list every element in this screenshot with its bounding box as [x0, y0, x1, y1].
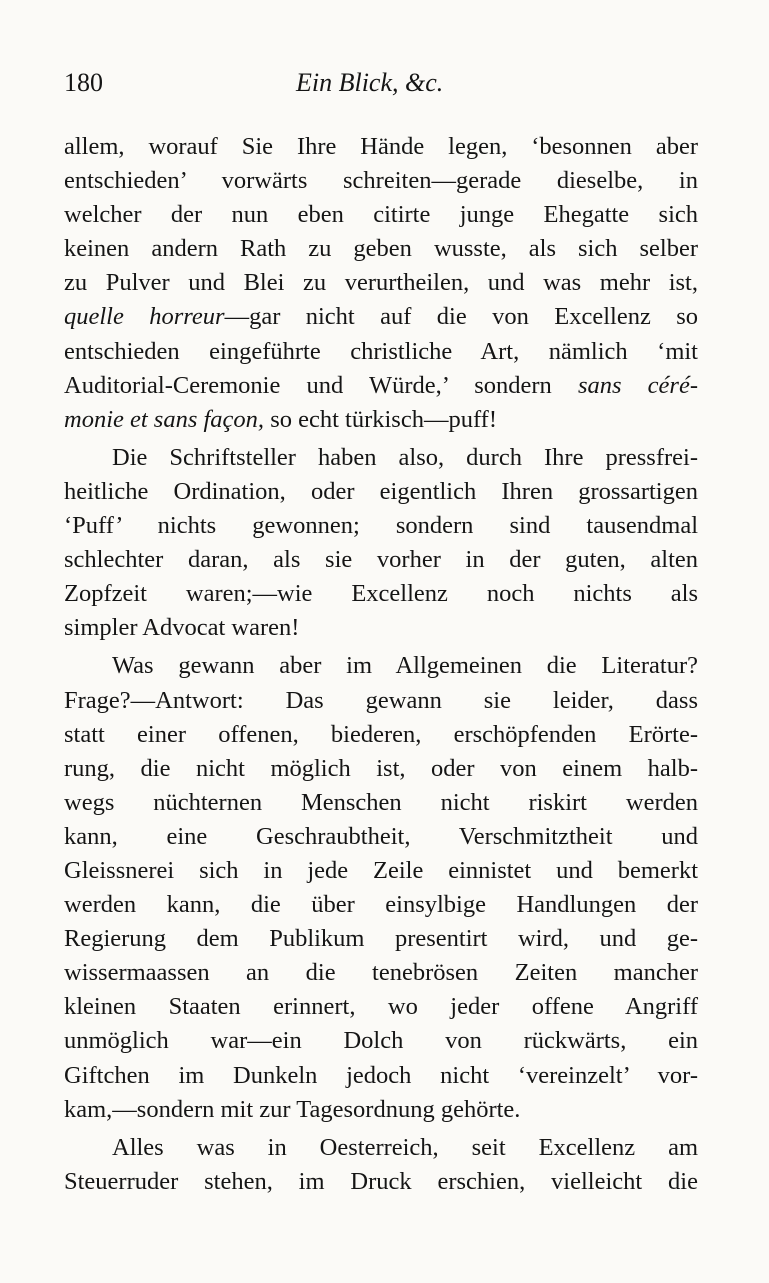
text-line: Frage?—Antwort: Das gewann sie leider, dass — [64, 686, 698, 714]
text-line: unmöglich war—ein Dolch von rückwärts, ein — [64, 1027, 698, 1055]
body-text — [64, 130, 698, 1199]
text-line: Auditorial-Ceremonie und Würde,’ sondern sans céré- — [64, 371, 698, 399]
page-header — [64, 68, 698, 108]
text-line: Regierung dem Publikum presentirt wird, und ge- — [64, 925, 698, 953]
text-line: allem, worauf Sie Ihre Hände legen, ‘besonnen aber — [64, 133, 698, 160]
text-line: statt einer offenen, biederen, erschöpfenden Erörte- — [64, 720, 698, 748]
running-title: Ein Blick, &c. — [296, 68, 444, 97]
text-line: simpler Advocat waren! — [64, 614, 300, 642]
paragraph-start-line: Die Schriftsteller haben also, durch Ihre pressfrei- — [112, 443, 698, 471]
text-line: werden kann, die über einsylbige Handlungen der — [64, 891, 698, 919]
text-line: quelle horreur—gar nicht auf die von Excellenz so — [64, 303, 698, 331]
text-line: Giftchen im Dunkeln jedoch nicht ‘vereinzelt’ vor- — [64, 1061, 698, 1089]
text-line: heitliche Ordination, oder eigentlich Ihren grossartigen — [64, 477, 698, 505]
text-line: zu Pulver und Blei zu verurtheilen, und was mehr ist, — [64, 269, 698, 297]
page-number: 180 — [64, 68, 103, 97]
text-line: welcher der nun eben citirte junge Ehegatte sich — [64, 201, 698, 229]
text-line: Steuerruder stehen, im Druck erschien, vielleicht die — [64, 1167, 698, 1195]
text-line: Zopfzeit waren;—wie Excellenz noch nichts als — [64, 580, 698, 608]
text-line: ‘Puff’ nichts gewonnen; sondern sind tausendmal — [64, 512, 698, 540]
text-line: kann, eine Geschraubtheit, Verschmitztheit und — [64, 822, 698, 850]
text-line: entschieden’ vorwärts schreiten—gerade dieselbe, in — [64, 167, 698, 195]
text-line: Gleissnerei sich in jede Zeile einnistet und bemerkt — [64, 856, 698, 884]
text-line: kam,—sondern mit zur Tagesordnung gehörte. — [64, 1095, 521, 1123]
text-line: wissermaassen an die tenebrösen Zeiten mancher — [64, 959, 698, 987]
text-line: keinen andern Rath zu geben wusste, als sich selber — [64, 235, 698, 263]
text-line: entschieden eingeführte christliche Art, nämlich ‘mit — [64, 337, 698, 365]
paragraph-start-line: Alles was in Oesterreich, seit Excellenz am — [112, 1133, 698, 1161]
paragraph-start-line: Was gewann aber im Allgemeinen die Literatur? — [112, 652, 698, 680]
text-line: wegs nüchternen Menschen nicht riskirt werden — [64, 788, 698, 816]
text-line: rung, die nicht möglich ist, oder von einem halb- — [64, 754, 698, 782]
text-line: monie et sans façon, so echt türkisch—puff! — [64, 405, 497, 433]
text-line: kleinen Staaten erinnert, wo jeder offene Angriff — [64, 993, 698, 1021]
text-line: schlechter daran, als sie vorher in der guten, alten — [64, 546, 698, 574]
